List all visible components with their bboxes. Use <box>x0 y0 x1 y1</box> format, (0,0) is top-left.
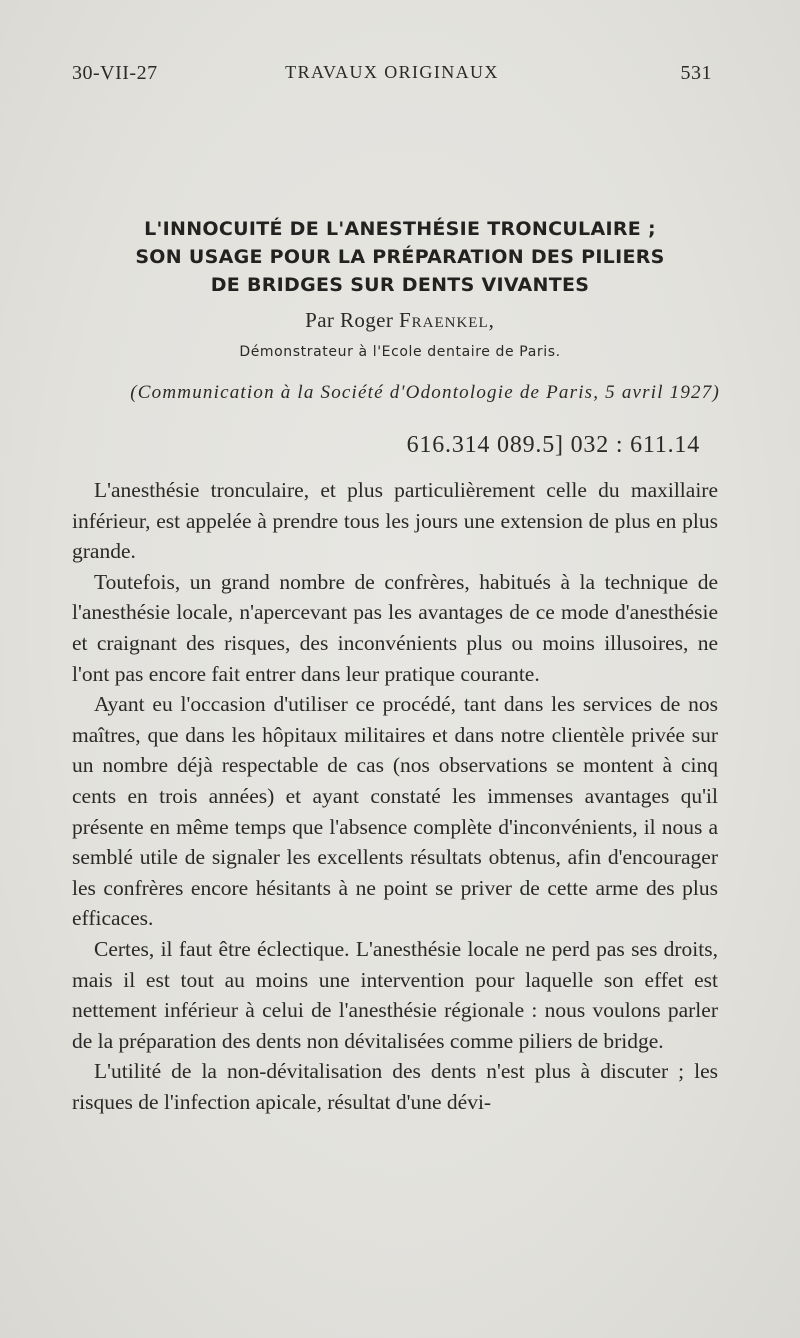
author-affiliation: Démonstrateur à l'Ecole dentaire de Paris. <box>239 344 561 360</box>
article-title-line: DE BRIDGES SUR DENTS VIVANTES <box>210 274 590 296</box>
communication-note: (Communication à la Société d'Odontologie de Paris, 5 avril 1927) <box>130 382 720 403</box>
author-surname: Fraenkel, <box>398 308 495 332</box>
article-title <box>60 215 740 299</box>
byline-prefix: Par Roger <box>305 308 394 332</box>
article-body <box>72 475 718 1117</box>
header-section-title: TRAVAUX ORIGINAUX <box>285 62 499 82</box>
article-title-line: L'INNOCUITÉ DE L'ANESTHÉSIE TRONCULAIRE ; <box>144 218 656 240</box>
body-paragraph: Ayant eu l'occasion d'utiliser ce procédé, tant dans les services de nos maîtres, que dans les hôpitaux militaires et dans notre clientèle privée sur un nombre déjà respectable de cas (nos observations se montent à cinq cents en trois années) et ayant constaté les immenses avantages qu'il présente en même temps que l'absence complète d'inconvénients, il nous a semblé utile de signaler les excellents résultats obtenus, afin d'encourager les confrères encore hésitants à ne point se priver de cette arme des plus efficaces. <box>72 692 718 931</box>
body-paragraph: L'utilité de la non-dévitalisation des dents n'est plus à discuter ; les risques de l'infection apicale, résultat d'une dévi- <box>72 1059 718 1114</box>
body-paragraph: L'anesthésie tronculaire, et plus particulièrement celle du maxillaire inférieur, est appelée à prendre tous les jours une extension de plus en plus grande. <box>72 478 718 564</box>
author-byline <box>60 308 740 333</box>
header-page-number: 531 <box>680 62 712 84</box>
running-header <box>72 62 712 88</box>
body-paragraph: Toutefois, un grand nombre de confrères, habitués à la technique de l'anesthésie locale, n'apercevant pas les avantages de ce mode d'anesthésie et craignant des risques, des inconvénients plus ou moins illusoires, ne l'ont pas encore fait entrer dans leur pratique courante. <box>72 569 718 686</box>
classification-code: 616.314 089.5] 032 : 611.14 <box>406 432 700 458</box>
body-paragraph: Certes, il faut être éclectique. L'anesthésie locale ne perd pas ses droits, mais il est tout au moins une intervention pour laquelle son effet est nettement inférieur à celui de l'anesthésie régionale : nous voulons parler de la préparation des dents non dévitalisées comme piliers de bridge. <box>72 936 718 1053</box>
article-title-line: SON USAGE POUR LA PRÉPARATION DES PILIERS <box>135 246 665 268</box>
header-date: 30-VII-27 <box>72 62 158 84</box>
